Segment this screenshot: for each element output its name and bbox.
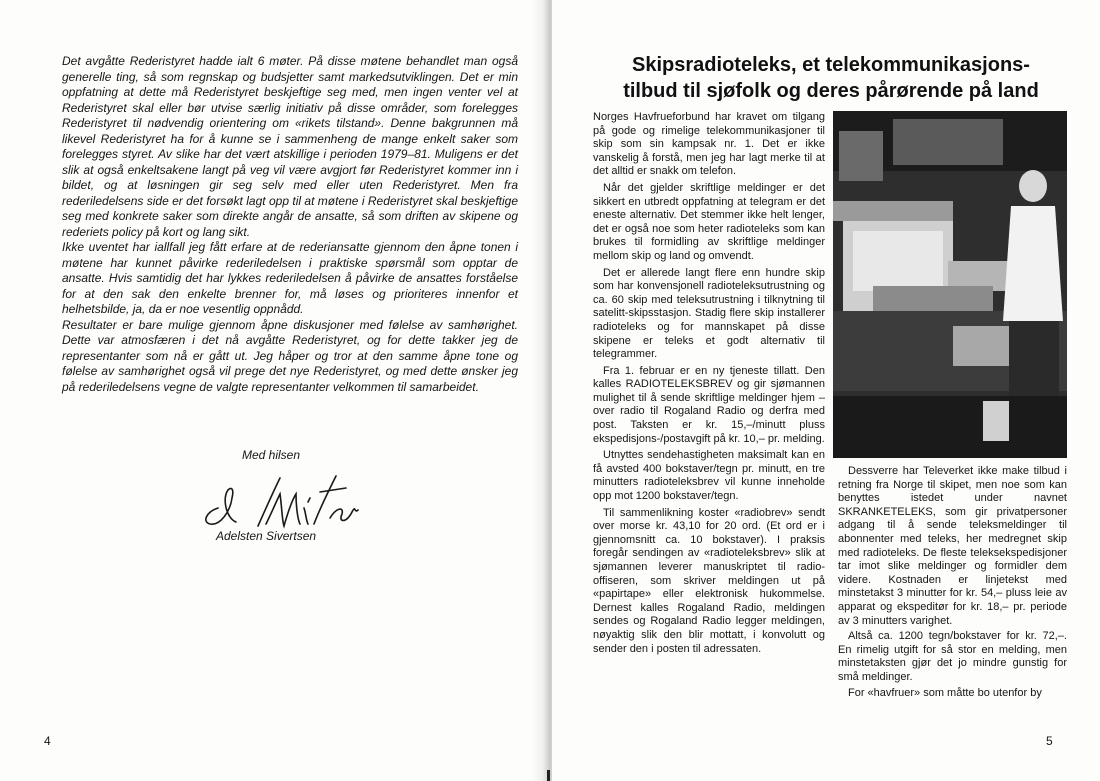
col2-paragraph-3: For «havfruer» som måtte bo utenfor by (848, 686, 1042, 699)
headline-line-1: Skipsradioteleks, et telekommunikasjons- (632, 54, 1030, 76)
col1-paragraph-4: Fra 1. februar er en ny tjeneste tillatt. Den kalles RADIOTELEKSBREV og gir sjømannen mulighet til å sende skriftlige meldinger hjem – over radio til Rogaland Radio og derfra med post. Taksten er kr. 15,–/minutt pluss ekspedisjons-/postavgift på kr. 10,– pr. melding. (593, 364, 825, 445)
radio-officer-at-teleprinter-photo (833, 111, 1067, 458)
handwritten-signature (196, 468, 366, 530)
closing-greeting: Med hilsen (242, 448, 301, 462)
left-paragraph-1: Det avgåtte Rederistyret hadde ialt 6 møter. På disse møtene behandlet man også generelle ting, så som regnskap og budsjetter samt markedsutviklingen. Det er min oppfatning at dette må Rederistyret beskjeftige seg med, men ingen venter vel at Rederistyret skal eller bør utvise særlig initiativ på disse områder, som forelegges Rederistyret til nødvendig orientering om «rikets tilstand». Denne bakgrunnen må likevel Rederistyret ha for å kunne se i sammenheng de mange enkelt saker som forelegges styret. Av slike har det vært atskillige i perioden 1979–81. Muligens er det slik at også enkeltsakene langt på veg vil være avgjort før Rederistyret kommer inn i bildet, og at løsningen gir seg selv med eller uten Rederistyret. Men fra rederiledelsens side er det forsøkt lagt opp til at møtene i Rederistyret skal beskjeftige seg med konkrete saker som direkte angår de ansatte, så som driften av skipene og rederiets policy på kort og lang sikt. (62, 54, 518, 239)
headline-line-2: tilbud til sjøfolk og deres pårørende på land (623, 80, 1039, 102)
left-article-body (62, 54, 518, 395)
col2-paragraph-2: Altså ca. 1200 tegn/bokstaver for kr. 72,–. En rimelig utgift for så stor en melding, men minstetaksten gjør det jo mindre gunstig for små meldinger. (838, 630, 1067, 683)
page-number-right: 5 (1046, 734, 1053, 748)
left-paragraph-3: Resultater er bare mulige gjennom åpne diskusjoner med følelse av samhørighet. Dette var atmosfæren i det nå avgåtte Rederistyret, og for dette takker jeg de representanter som nå er gått ut. Jeg håper og tror at den samme åpne tone og følelse av samhørighet også vil prege det nye Rederistyret, og med dette ønsker jeg på rederiledelsens vegne de valgte representanter velkommen til samarbeidet. (62, 317, 518, 394)
col1-paragraph-3: Det er allerede langt flere enn hundre skip som har konvensjonell radioteleksutrustning og ca. 60 skip med teleksutrustning i tilknytning til satelitt-skipsstasjon. Stadig flere skip installerer radioteleks og for mannskapet på disse skipene er teleks et godt alternativ til telegrammer. (593, 266, 825, 361)
col1-paragraph-2: Når det gjelder skriftlige meldinger er det sikkert en utbredt oppfatning at telegram er det eneste alternativ. Det stemmer ikke helt lenger, det er også noe som heter radioteleks som kan brukes til formidling av skriftlige meldinger mellom skip og land og omvendt. (593, 181, 825, 262)
col1-paragraph-6: Til sammenlikning koster «radiobrev» sendt over morse kr. 43,10 for 20 ord. (Et ord er i gjennomsnitt ca. 10 bokstaver). I praksis foregår sendingen av «radioteleksbrev» slik at sjømannen leverer manuskriptet til radio-offiseren, som skriver meldingen ut på «papirtape» eller elektronisk hukommelse. Dernest kalles Rogaland Radio, meldingen sendes og Rogaland Radio legger meldingen, nøyaktig slik den blir mottatt, i konvolutt og sender den i posten til adressaten. (593, 506, 825, 655)
col2-paragraph-1: Dessverre har Televerket ikke make tilbud i retning fra Norge til skipet, men noe som kan benyttes istedet under navnet SKRANKETELEKS, som gir privatpersoner adgang til å sende teleksmeldinger til abonnenter med teleks, her medregnet skip med radioteleks. De fleste teleksekspedisjoner tar imot slike meldinger og formidler dem videre. Kostnaden er linjetekst med minstetakst 3 minutter for kr. 54,– pluss leie av apparat og ekspeditør for kr. 18,– pr. periode av 3 minutters varighet. (838, 465, 1067, 627)
gutter-mark (547, 770, 550, 781)
right-column-2 (838, 465, 1067, 702)
right-column-1 (593, 111, 825, 659)
signer-name: Adelsten Sivertsen (216, 529, 317, 543)
article-headline (596, 52, 1066, 104)
page-number-left: 4 (44, 734, 51, 748)
col1-paragraph-5: Utnyttes sendehastigheten maksimalt kan en få avsted 400 bokstaver/tegn pr. minutt, en tre minutters radioteleksbrev vil kunne inneholde opp mot 1200 bokstaver/tegn. (593, 449, 825, 503)
left-paragraph-2: Ikke uventet har iallfall jeg fått erfare at de rederiansatte gjennom den åpne tonen i møtene har kunnet påvirke rederiledelsen i praktiske spørsmål som opptar de ansatte. Hvis samtidig det har lykkes rederiledelsen å påvirke de ansattes forståelse for at den sak den enkelte brenner for, må løses og prioriteres innenfor et helhetsbilde, ja, da er noe vesentlig oppnådd. (62, 240, 518, 316)
col1-paragraph-1: Norges Havfrueforbund har kravet om tilgang på gode og rimelige telekommunikasjoner til skip som sin kampsak nr. 1. Det er ikke vanskelig å forstå, men jeg har lagt merke til at det alltid er snakk om telefon. (593, 111, 825, 178)
